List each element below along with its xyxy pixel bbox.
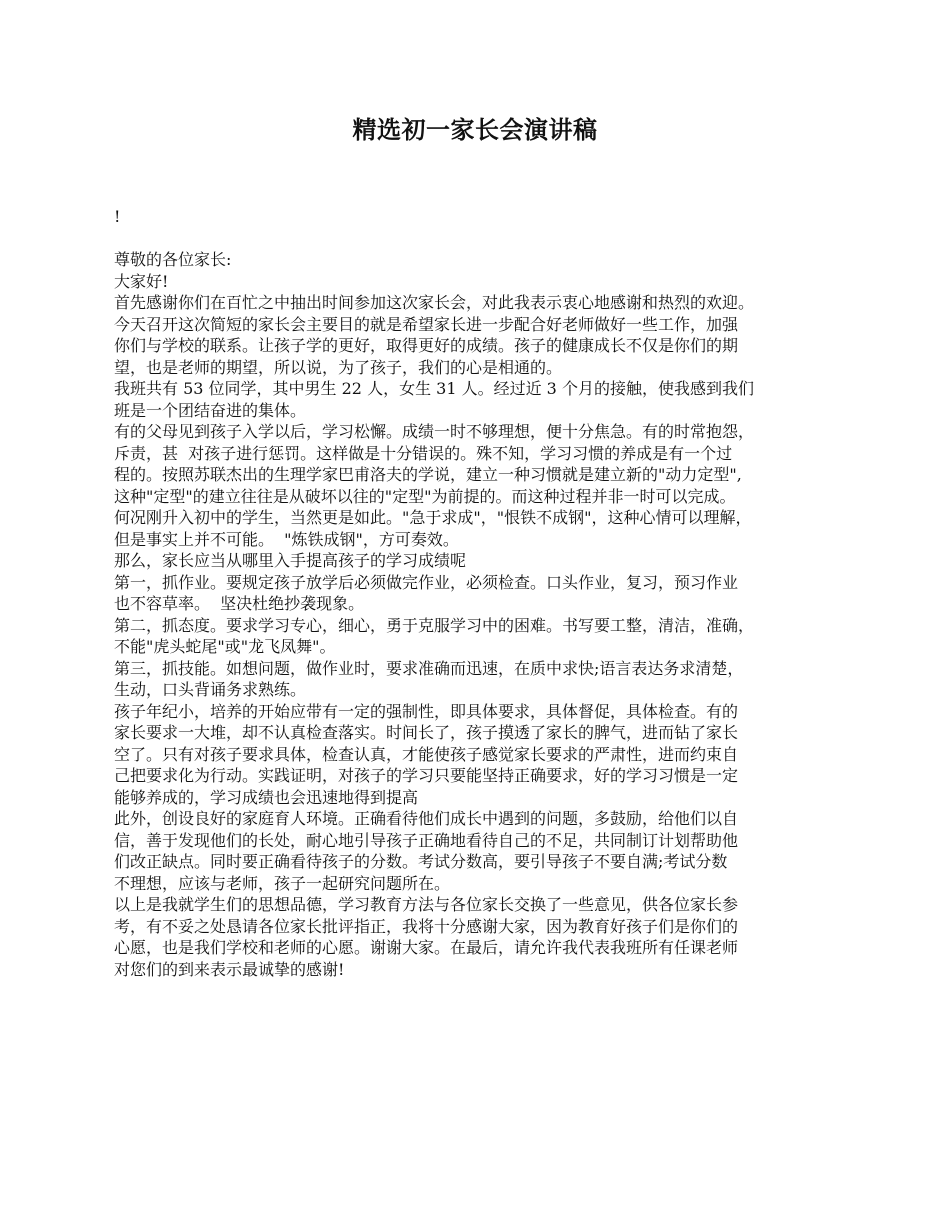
body-line: 空了。只有对孩子要求具体，检查认真，才能使孩子感觉家长要求的严肃性，进而约束自 (114, 744, 739, 764)
document-body (114, 206, 842, 980)
body-line: 大家好! (114, 271, 169, 291)
body-line: 也不容草率。 坚决杜绝抄袭现象。 (114, 594, 365, 613)
body-line: 生动，口头背诵务求熟练。 (114, 680, 307, 699)
body-line: 不理想，应该与老师，孩子一起研究问题所在。 (114, 873, 451, 893)
body-line: 但是事实上并不可能。 "炼铁成钢"，方可奏效。 (114, 529, 459, 549)
body-line: 有的父母见到孩子入学以后，学习松懈。成绩一时不够理想，便十分焦急。有的时常抱怨， (114, 422, 755, 441)
body-line: ! (114, 207, 121, 226)
body-line: 孩子年纪小，培养的开始应带有一定的强制性，即具体要求，具体督促，具体检查。有的 (114, 701, 739, 721)
body-line: 望，也是老师的期望，所以说，为了孩子，我们的心是相通的。 (114, 357, 563, 377)
document-title: 精选初一家长会演讲稿 (352, 116, 598, 144)
body-line: 家长要求一大堆，却不认真检查落实。时间长了，孩子摸透了家长的脾气，进而钻了家长 (114, 723, 739, 742)
body-line: 何况刚升入初中的学生，当然更是如此。"急于求成"，"恨铁不成钢"，这种心情可以理解， (114, 508, 752, 527)
body-line: 今天召开这次简短的家长会主要目的就是希望家长进一步配合好老师做好一些工作，加强 (114, 314, 739, 334)
body-line: 己把要求化为行动。实践证明，对孩子的学习只要能坚持正确要求，好的学习习惯是一定 (114, 766, 739, 785)
body-line: 们改正缺点。同时要正确看待孩子的分数。考试分数高，要引导孩子不要自满;考试分数 (114, 852, 728, 871)
body-line: 考，有不妥之处恳请各位家长批评指正，我将十分感谢大家，因为教育好孩子们是你们的 (114, 916, 739, 936)
body-line: 能够养成的，学习成绩也会迅速地得到提高 (114, 787, 419, 807)
body-line: 以上是我就学生们的思想品德，学习教育方法与各位家长交换了一些意见，供各位家长参 (114, 895, 739, 914)
body-line: 心愿，也是我们学校和老师的心愿。谢谢大家。在最后，请允许我代表我班所有任课老师 (114, 938, 739, 957)
body-line: 这种"定型"的建立往往是从破坏以往的"定型"为前提的。而这种过程并非一时可以完成。 (114, 486, 736, 506)
body-line: 你们与学校的联系。让孩子学的更好，取得更好的成绩。孩子的健康成长不仅是你们的期 (114, 336, 739, 355)
body-line: 首先感谢你们在百忙之中抽出时间参加这次家长会，对此我表示衷心地感谢和热烈的欢迎。 (114, 293, 755, 312)
body-line: 此外，创设良好的家庭育人环境。正确看待他们成长中遇到的问题，多鼓励，给他们以自 (114, 809, 739, 828)
body-line: 第一，抓作业。要规定孩子放学后必须做完作业，必须检查。口头作业，复习，预习作业 (114, 572, 739, 592)
body-line: 斥责，甚 对孩子进行惩罚。这样做是十分错误的。殊不知，学习习惯的养成是有一个过 (114, 443, 733, 463)
body-line: 不能"虎头蛇尾"或"龙飞凤舞"。 (114, 637, 336, 656)
body-line: 第三，抓技能。如想问题，做作业时，要求准确而迅速，在质中求快;语言表达务求清楚， (114, 658, 744, 678)
body-line: 班是一个团结奋进的集体。 (114, 400, 307, 420)
body-line: 程的。按照苏联杰出的生理学家巴甫洛夫的学说，建立一种习惯就是建立新的"动力定型", (114, 465, 742, 484)
body-line: 对您们的到来表示最诚挚的感谢! (114, 959, 345, 979)
body-line: 尊敬的各位家长: (114, 250, 232, 269)
blank-line (114, 228, 842, 250)
body-line: 我班共有 53 位同学，其中男生 22 人，女生 31 人。经过近 3 个月的接触，使我感到我们 (114, 379, 754, 398)
body-line: 那么，家长应当从哪里入手提高孩子的学习成绩呢 (114, 551, 467, 570)
body-line: 信，善于发现他们的长处，耐心地引导孩子正确地看待自己的不足，共同制订计划帮助他 (114, 830, 739, 850)
body-line: 第二，抓态度。要求学习专心，细心，勇于克服学习中的困难。书写要工整，清洁，准确， (114, 615, 755, 635)
